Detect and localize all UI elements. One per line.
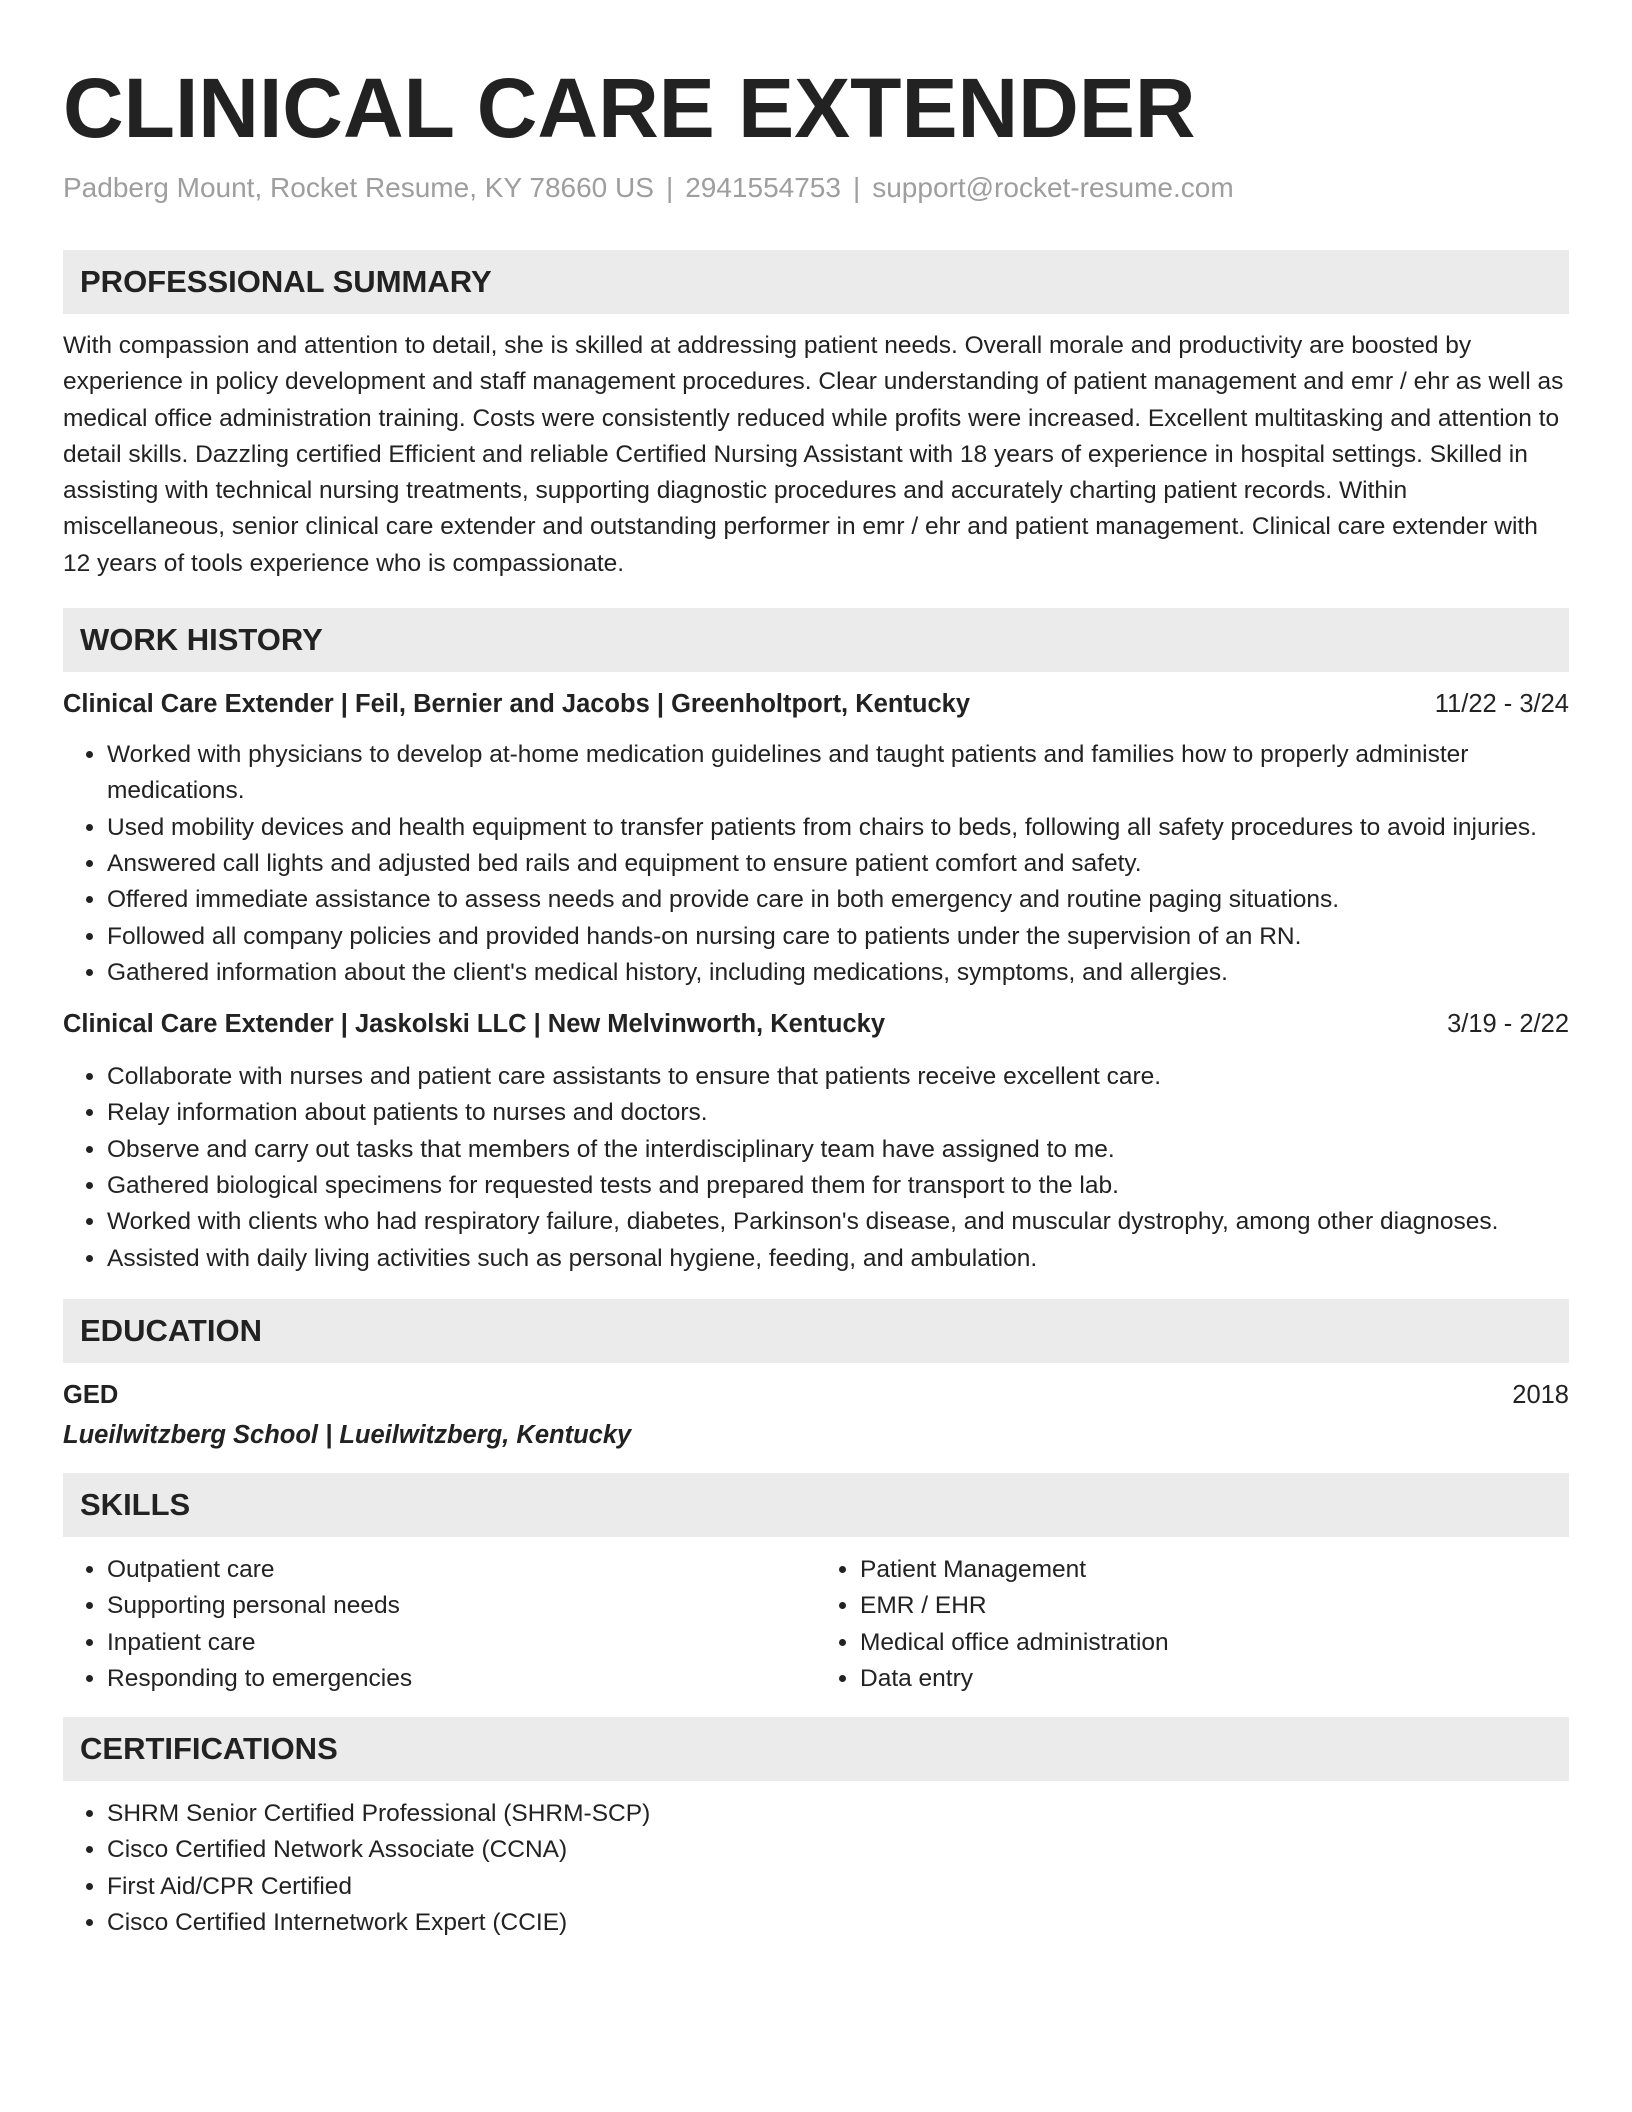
list-item: • Responding to emergencies <box>107 1661 816 1697</box>
section-header-work-history: WORK HISTORY <box>63 608 1569 672</box>
list-item: • Medical office administration <box>860 1625 1569 1661</box>
job-bullets <box>63 1059 1569 1277</box>
section-header-summary: PROFESSIONAL SUMMARY <box>63 250 1569 314</box>
list-item: • Collaborate with nurses and patient care assistants to ensure that patients receive excellent care. <box>107 1059 1569 1095</box>
job-dates: 11/22 - 3/24 <box>1434 690 1569 719</box>
job-dates: 3/19 - 2/22 <box>1447 1010 1569 1039</box>
list-item: • Cisco Certified Internetwork Expert (CCIE) <box>107 1905 1569 1941</box>
job-header <box>63 686 1569 722</box>
list-item: • First Aid/CPR Certified <box>107 1869 1569 1905</box>
skills-list-left <box>63 1552 816 1697</box>
list-item: • Offered immediate assistance to assess needs and provide care in both emergency and routine paging situations. <box>107 882 1569 918</box>
job-entry <box>63 686 1569 991</box>
candidate-name: CLINICAL CARE EXTENDER <box>63 61 1196 155</box>
list-item: • Worked with physicians to develop at-home medication guidelines and taught patients and families how to properly administer medications. <box>107 737 1569 810</box>
section-header-certifications: CERTIFICATIONS <box>63 1717 1569 1781</box>
education-entry <box>63 1377 1569 1453</box>
job-header <box>63 1006 1569 1042</box>
list-item: • Observe and carry out tasks that members of the interdisciplinary team have assigned to me. <box>107 1132 1569 1168</box>
education-school: Lueilwitzberg School | Lueilwitzberg, Kentucky <box>63 1420 632 1449</box>
section-header-skills: SKILLS <box>63 1473 1569 1537</box>
contact-separator: | <box>852 172 861 203</box>
list-item: • Data entry <box>860 1661 1569 1697</box>
contact-separator: | <box>665 172 674 203</box>
job-title: Clinical Care Extender | Feil, Bernier and Jacobs | Greenholtport, Kentucky <box>63 690 971 719</box>
list-item: • Followed all company policies and provided hands-on nursing care to patients under the supervision of an RN. <box>107 919 1569 955</box>
contact-line <box>63 170 1569 206</box>
section-header-education: EDUCATION <box>63 1299 1569 1363</box>
list-item: • Supporting personal needs <box>107 1588 816 1624</box>
list-item: • Answered call lights and adjusted bed rails and equipment to ensure patient comfort and safety. <box>107 846 1569 882</box>
list-item: • Cisco Certified Network Associate (CCNA) <box>107 1832 1569 1868</box>
list-item: • SHRM Senior Certified Professional (SHRM-SCP) <box>107 1796 1569 1832</box>
job-entry <box>63 1006 1569 1277</box>
skills-list-right <box>816 1552 1569 1697</box>
list-item: • Inpatient care <box>107 1625 816 1661</box>
certifications-list <box>63 1796 1569 1941</box>
skills-grid <box>63 1552 1569 1697</box>
list-item: • Worked with clients who had respiratory failure, diabetes, Parkinson's disease, and muscular dystrophy, among other diagnoses. <box>107 1204 1569 1240</box>
education-degree: GED <box>63 1380 119 1409</box>
education-header <box>63 1377 1569 1413</box>
summary-text: With compassion and attention to detail, she is skilled at addressing patient needs. Overall morale and productivity are boosted by experience in policy development and staff management procedures. Clear understanding of patient management and emr / ehr as well as medical office administration training. Costs were consistently reduced while profits were increased. Excellent multitasking and attention to detail skills. Dazzling certified Efficient and reliable Certified Nursing Assistant with 18 years of experience in hospital settings. Skilled in assisting with technical nursing treatments, supporting diagnostic procedures and accurately charting patient records. Within miscellaneous, senior clinical care extender and outstanding performer in emr / ehr and patient management. Clinical care extender with 12 years of tools experience who is compassionate. <box>63 332 1564 577</box>
list-item: • Relay information about patients to nurses and doctors. <box>107 1095 1569 1131</box>
list-item: • EMR / EHR <box>860 1588 1569 1624</box>
list-item: • Outpatient care <box>107 1552 816 1588</box>
job-title: Clinical Care Extender | Jaskolski LLC | New Melvinworth, Kentucky <box>63 1010 886 1039</box>
education-year: 2018 <box>1512 1380 1569 1409</box>
list-item: • Assisted with daily living activities such as personal hygiene, feeding, and ambulation. <box>107 1241 1569 1277</box>
list-item: • Patient Management <box>860 1552 1569 1588</box>
job-bullets <box>63 737 1569 991</box>
list-item: • Gathered biological specimens for requested tests and prepared them for transport to the lab. <box>107 1168 1569 1204</box>
contact-address: Padberg Mount, Rocket Resume, KY 78660 US <box>63 172 654 203</box>
list-item: • Gathered information about the client's medical history, including medications, symptoms, and allergies. <box>107 955 1569 991</box>
contact-phone: 2941554753 <box>685 172 841 203</box>
contact-email: support@rocket-resume.com <box>872 172 1234 203</box>
list-item: • Used mobility devices and health equipment to transfer patients from chairs to beds, following all safety procedures to avoid injuries. <box>107 810 1569 846</box>
